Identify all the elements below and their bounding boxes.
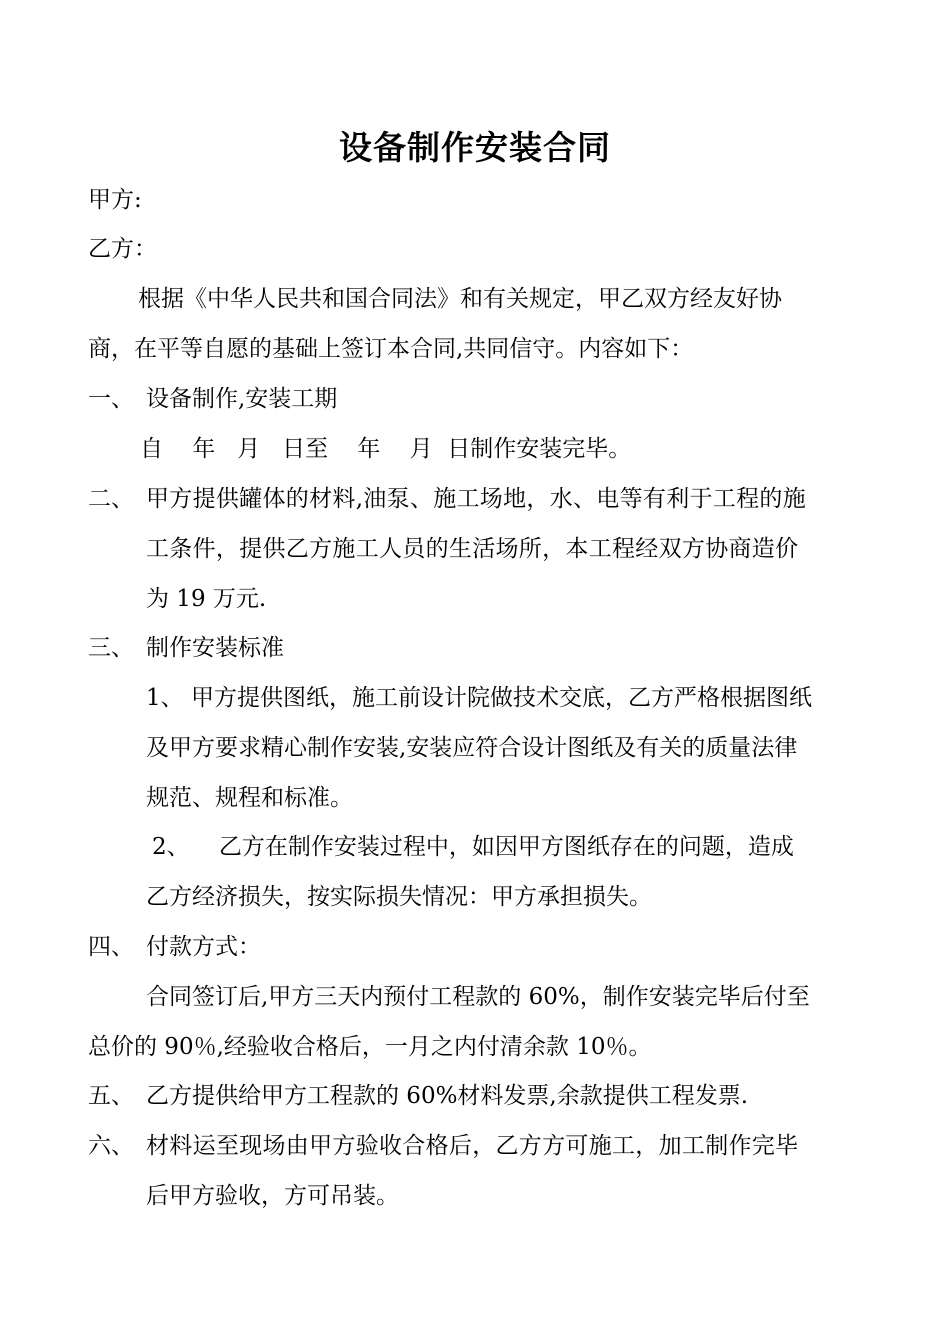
section-3-item-1-line-2: 及甲方要求精心制作安装,安装应符合设计图纸及有关的质量法律 <box>146 735 798 761</box>
section-2-number: 二、 <box>88 486 134 512</box>
section-6-body-line-1: 材料运至现场由甲方验收合格后，乙方方可施工，加工制作完毕 <box>146 1133 799 1159</box>
section-2-body-line-2: 工条件，提供乙方施工人员的生活场所，本工程经双方协商造价 <box>146 536 799 562</box>
section-3-item-1-line-3: 规范、规程和标准。 <box>146 785 353 811</box>
section-2-body-line-1: 甲方提供罐体的材料,油泵、施工场地，水、电等有利于工程的施 <box>146 486 807 512</box>
section-5-body-line-1: 乙方提供给甲方工程款的 60%材料发票,余款提供工程发票. <box>146 1083 749 1109</box>
party-a-label: 甲方: <box>88 187 142 213</box>
section-4-heading: 付款方式： <box>146 934 261 960</box>
section-2-body-line-3: 为 19 万元. <box>146 586 267 612</box>
section-3-item-2-line-2: 乙方经济损失，按实际损失情况：甲方承担损失。 <box>146 884 652 910</box>
section-5-number: 五、 <box>88 1083 134 1109</box>
section-1-body-line-1: 自 年 月 日至 年 月 日制作安装完毕。 <box>140 436 632 462</box>
section-3-heading: 制作安装标准 <box>146 635 284 661</box>
section-1-number: 一、 <box>88 386 134 412</box>
intro-line-2: 商，在平等自愿的基础上签订本合同,共同信守。内容如下： <box>88 336 694 362</box>
section-4-body-line-2: 总价的 90％,经验收合格后，一月之内付清余款 10％。 <box>88 1034 652 1060</box>
section-4-body-line-1: 合同签订后,甲方三天内预付工程款的 60%，制作安装完毕后付至 <box>146 984 810 1010</box>
intro-line-1 <box>138 283 878 315</box>
section-1-heading: 设备制作,安装工期 <box>146 386 338 412</box>
intro-text-1: 根据《中华人民共和国合同法》和有关规定，甲乙双方经友好协 <box>138 286 782 312</box>
section-3-number: 三、 <box>88 635 134 661</box>
section-6-number: 六、 <box>88 1133 134 1159</box>
party-b-label: 乙方： <box>88 236 157 262</box>
section-3-item-1-line-1: 1、 甲方提供图纸，施工前设计院做技术交底，乙方严格根据图纸 <box>146 685 812 711</box>
document-title: 设备制作安装合同 <box>339 128 611 167</box>
section-6-body-line-2: 后甲方验收，方可吊装。 <box>146 1183 399 1209</box>
section-4-number: 四、 <box>88 934 134 960</box>
section-3-item-2-line-1: 2、 乙方在制作安装过程中，如因甲方图纸存在的问题，造成 <box>152 834 794 860</box>
